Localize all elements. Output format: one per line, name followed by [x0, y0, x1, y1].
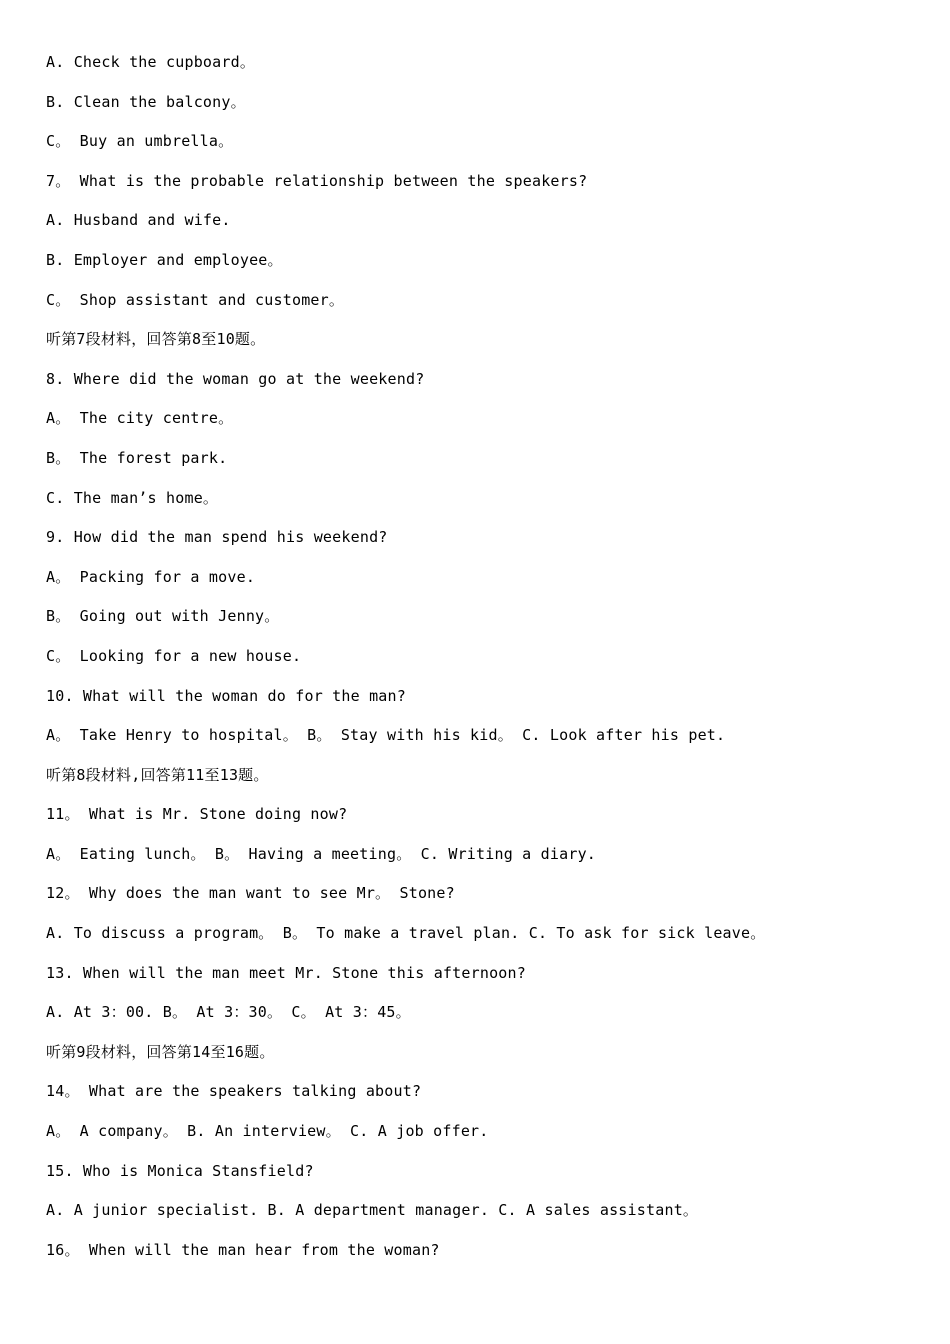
- option-line: A。 The city centre。: [46, 409, 234, 428]
- option-line: A. To discuss a program。 B。 To make a travel plan. C. To ask for sick leave。: [46, 924, 766, 943]
- option-line: C。 Buy an umbrella。: [46, 132, 234, 151]
- option-line: A。 Packing for a move.: [46, 567, 256, 586]
- question-line: 11。 What is Mr. Stone doing now?: [46, 805, 348, 824]
- section-instruction: 听第8段材料,回答第11至13题。: [46, 765, 269, 784]
- question-line: 9. How did the man spend his weekend?: [46, 528, 388, 547]
- question-line: 14。 What are the speakers talking about?: [46, 1082, 422, 1101]
- section-instruction: 听第9段材料，回答第14至16题。: [46, 1042, 275, 1061]
- option-line: B. Employer and employee。: [46, 250, 283, 269]
- question-line: 15. Who is Monica Stansfield?: [46, 1161, 314, 1180]
- option-line: A。 A company。 B. An interview。 C. A job offer.: [46, 1122, 489, 1141]
- option-line: A. At 3：00. B。 At 3：30。 C。 At 3：45。: [46, 1003, 411, 1022]
- section-instruction: 听第7段材料，回答第8至10题。: [46, 330, 266, 349]
- option-line: C。 Shop assistant and customer。: [46, 290, 345, 309]
- question-line: 8. Where did the woman go at the weekend?: [46, 369, 425, 388]
- option-line: A. Check the cupboard。: [46, 53, 256, 71]
- question-line: 13. When will the man meet Mr. Stone this afternoon?: [46, 963, 526, 982]
- option-line: B。 The forest park.: [46, 448, 228, 467]
- option-line: C。 Looking for a new house.: [46, 646, 302, 665]
- question-line: 16。 When will the man hear from the woman?: [46, 1240, 440, 1259]
- question-line: 7。 What is the probable relationship between the speakers?: [46, 171, 588, 190]
- option-line: A. Husband and wife.: [46, 211, 231, 230]
- option-line: A。 Eating lunch。 B。 Having a meeting。 C. Writing a diary.: [46, 844, 597, 863]
- question-line: 12。 Why does the man want to see Mr。 Stone?: [46, 884, 455, 903]
- option-line: B. Clean the balcony。: [46, 92, 246, 111]
- question-line: 10. What will the woman do for the man?: [46, 686, 406, 705]
- option-line: C. The man’s home。: [46, 488, 219, 507]
- option-line: A。 Take Henry to hospital。 B。 Stay with his kid。 C. Look after his pet.: [46, 726, 726, 745]
- exam-page: [46, 51, 926, 1278]
- option-line: A. A junior specialist. B. A department manager. C. A sales assistant。: [46, 1201, 699, 1220]
- option-line: B。 Going out with Jenny。: [46, 607, 280, 626]
